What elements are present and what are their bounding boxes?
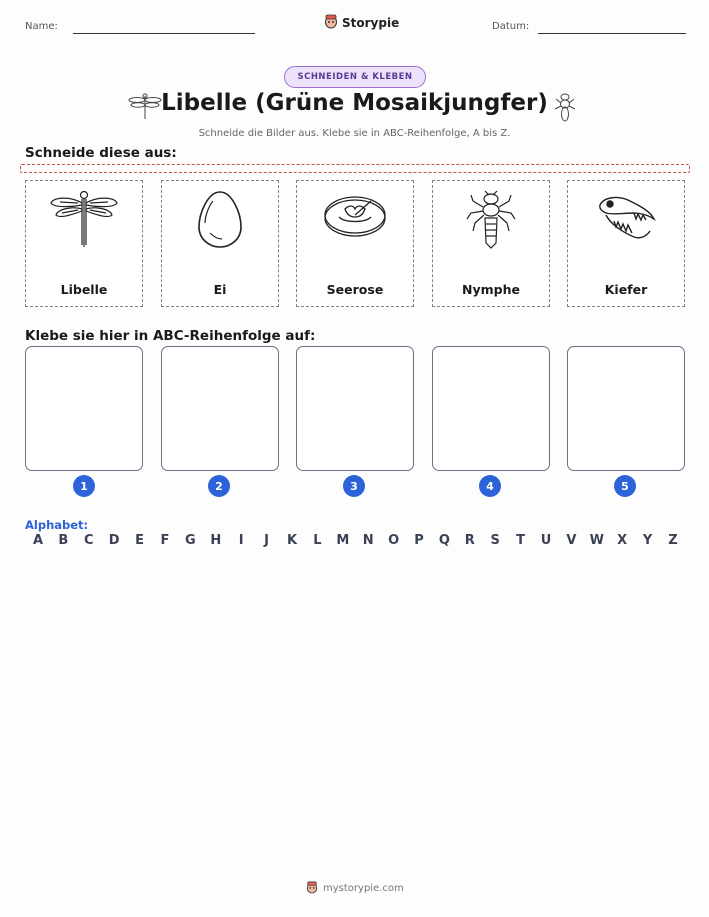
- alphabet-letter: W: [589, 533, 604, 548]
- alphabet-letter: D: [108, 533, 120, 548]
- brand-name: Storypie: [342, 16, 400, 30]
- name-line[interactable]: [73, 33, 255, 34]
- cut-card-ei[interactable]: [161, 180, 279, 307]
- alphabet-letter: J: [264, 533, 270, 548]
- slot-number-4: 4: [479, 475, 501, 497]
- paste-slot-3[interactable]: [296, 346, 414, 471]
- slot-number-2: 2: [208, 475, 230, 497]
- alphabet-letter: X: [617, 533, 628, 548]
- paste-slot-1[interactable]: [25, 346, 143, 471]
- cut-card-libelle[interactable]: [25, 180, 143, 307]
- alphabet-letter: B: [58, 533, 69, 548]
- alphabet-letter: P: [414, 533, 424, 548]
- footer: [306, 879, 404, 898]
- alphabet-letter: E: [135, 533, 145, 548]
- cut-section-heading: Schneide diese aus:: [25, 145, 177, 161]
- alphabet-letter: Q: [438, 533, 450, 548]
- storypie-mascot-icon: [306, 879, 318, 898]
- alphabet-letter: C: [84, 533, 94, 548]
- cut-card-seerose[interactable]: [296, 180, 414, 307]
- name-label: Name:: [25, 21, 58, 32]
- alphabet-title: Alphabet:: [25, 518, 89, 532]
- footer-url: mystorypie.com: [323, 883, 404, 894]
- storypie-mascot-icon: [324, 13, 338, 33]
- alphabet-letter: Z: [668, 533, 678, 548]
- slot-number-5: 5: [614, 475, 636, 497]
- paste-slot-5[interactable]: [567, 346, 685, 471]
- card-label-seerose: Seerose: [326, 282, 384, 297]
- cut-line: [20, 164, 690, 173]
- card-label-ei: Ei: [213, 282, 227, 297]
- alphabet-letter: R: [464, 533, 475, 548]
- alphabet-letter: L: [313, 533, 322, 548]
- alphabet-letter: U: [540, 533, 552, 548]
- instructions: Schneide die Bilder aus. Klebe sie in ABC-Reihenfolge, A bis Z.: [198, 128, 511, 139]
- page-title: Libelle (Grüne Mosaikjungfer): [161, 90, 548, 116]
- alphabet-letter: G: [185, 533, 196, 548]
- slot-number-1: 1: [73, 475, 95, 497]
- brand-logo: [324, 13, 399, 33]
- date-line[interactable]: [538, 33, 686, 34]
- alphabet-letter: A: [32, 533, 44, 548]
- date-label: Datum:: [492, 21, 530, 32]
- alphabet-letter: H: [210, 533, 222, 548]
- alphabet-letter: I: [238, 533, 244, 548]
- card-label-nymphe: Nymphe: [462, 282, 520, 297]
- alphabet-letter: F: [160, 533, 170, 548]
- alphabet-letter: N: [362, 533, 374, 548]
- alphabet-letter: M: [336, 533, 350, 548]
- alphabet-letter: V: [566, 533, 577, 548]
- alphabet-letter: O: [388, 533, 400, 548]
- slot-number-3: 3: [343, 475, 365, 497]
- nymph-icon: [554, 92, 576, 126]
- card-label-kiefer: Kiefer: [604, 282, 648, 297]
- cut-card-kiefer[interactable]: [567, 180, 685, 307]
- alphabet-letter: S: [490, 533, 500, 548]
- alphabet-letter: T: [516, 533, 526, 548]
- paste-slot-4[interactable]: [432, 346, 550, 471]
- alphabet-letter: Y: [642, 533, 653, 548]
- paste-section-heading: Klebe sie hier in ABC-Reihenfolge auf:: [25, 328, 316, 344]
- alphabet-letter: K: [286, 533, 298, 548]
- activity-badge: SCHNEIDEN & KLEBEN: [284, 66, 426, 88]
- cut-card-nymphe[interactable]: [432, 180, 550, 307]
- card-label-libelle: Libelle: [60, 282, 108, 297]
- paste-slot-2[interactable]: [161, 346, 279, 471]
